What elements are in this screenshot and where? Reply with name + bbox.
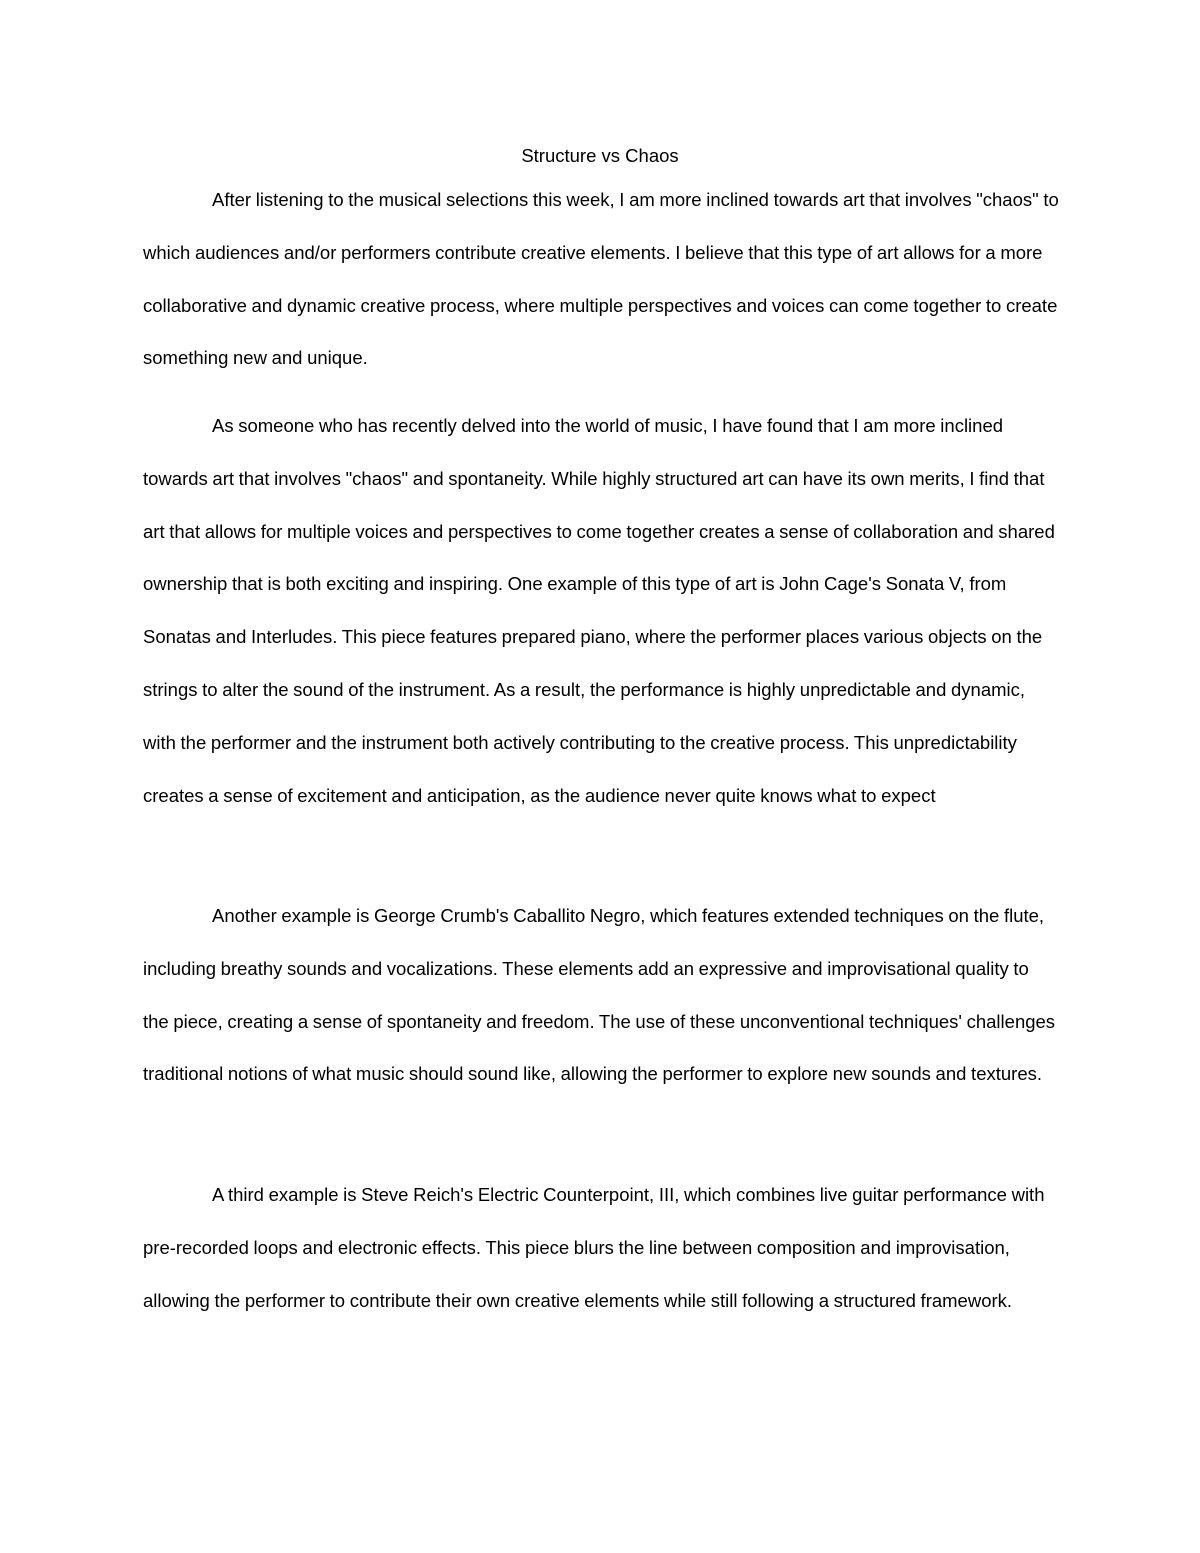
- paragraph-2: As someone who has recently delved into the world of music, I have found that I am more inclined towards art that involves "chaos" and spontaneity. While highly structured art can have its own merits, I find that art that allows for multiple voices and perspectives to come together creates a sense of collaboration and shared ownership that is both exciting and inspiring. One example of this type of art is John Cage's Sonata V, from Sonatas and Interludes. This piece features prepared piano, where the performer places various objects on the strings to alter the sound of the instrument. As a result, the performance is highly unpredictable and dynamic, with the performer and the instrument both actively contributing to the creative process. This unpredictability creates a sense of excitement and anticipation, as the audience never quite knows what to expect: [143, 415, 1055, 806]
- paragraph-1: After listening to the musical selections this week, I am more inclined towards art that involves "chaos" to which audiences and/or performers contribute creative elements. I believe that this type of art allows for a more collaborative and dynamic creative process, where multiple perspectives and voices can come together to create something new and unique.: [143, 189, 1059, 369]
- paragraph-4: A third example is Steve Reich's Electric Counterpoint, III, which combines live guitar performance with pre-recorded loops and electronic effects. This piece blurs the line between composition and improvisation, allowing the performer to contribute their own creative elements while still following a structured framework.: [143, 1184, 1045, 1311]
- document-title: Structure vs Chaos: [521, 145, 679, 166]
- paragraph-3: Another example is George Crumb's Caballito Negro, which features extended techniques on the flute, including breathy sounds and vocalizations. These elements add an expressive and improvisational quality to the piece, creating a sense of spontaneity and freedom. The use of these unconventional techniques' challenges traditional notions of what music should sound like, allowing the performer to explore new sounds and textures.: [143, 905, 1056, 1085]
